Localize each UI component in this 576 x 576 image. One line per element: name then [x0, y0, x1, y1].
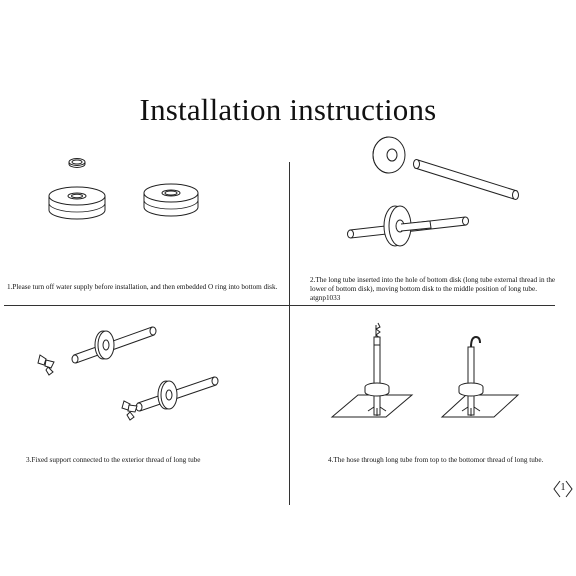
vertical-divider	[289, 162, 290, 505]
o-ring-icon	[69, 159, 85, 168]
bottom-disk-left-icon	[49, 187, 105, 219]
tube-disk-assembly-upper-icon	[72, 327, 156, 363]
wing-nut-icon	[38, 355, 54, 375]
page-number: 1	[560, 482, 566, 493]
disk-icon	[373, 137, 405, 173]
page-title: Installation instructions	[139, 92, 437, 127]
step-2-caption: 2.The long tube inserted into the hole of bottom disk (long tube external thread in the lower of bottom disk), moving bottom disk to the middle position of long tube. atgnp1033	[310, 276, 556, 302]
step-3-caption: 3.Fixed support connected to the exterior thread of long tube	[26, 456, 201, 464]
support-nut-icon	[122, 401, 137, 420]
long-tube-icon	[414, 160, 519, 200]
step-1-illustration	[40, 150, 220, 230]
step-2-illustration	[330, 130, 530, 255]
tube-with-disk-icon	[348, 206, 469, 246]
horizontal-divider	[4, 305, 555, 306]
installed-unit-left-icon	[332, 323, 412, 417]
step-4-caption: 4.The hose through long tube from top to the bottomor thread of long tube.	[328, 456, 544, 464]
step-1-caption: 1.Please turn off water supply before installation, and then embedded O ring into bottom disk.	[7, 283, 278, 291]
step-4-illustration	[330, 315, 530, 430]
bottom-disk-right-icon	[144, 184, 198, 216]
step-3-illustration	[30, 315, 230, 425]
tube-disk-assembly-lower-icon	[136, 377, 218, 411]
installed-unit-right-icon	[442, 337, 518, 417]
